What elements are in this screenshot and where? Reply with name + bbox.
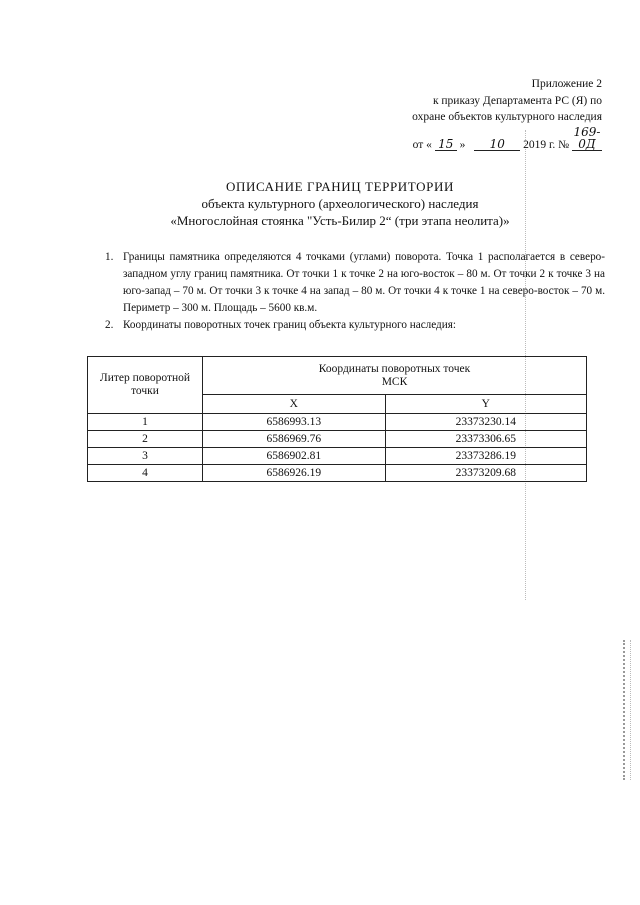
header-coordinates	[203, 357, 587, 395]
cell-point: 3	[88, 448, 203, 465]
date-quote: »	[459, 138, 466, 151]
cell-y: 23373209.68	[385, 465, 586, 482]
table-row	[88, 414, 587, 431]
cell-point: 1	[88, 414, 203, 431]
annex-date-line	[412, 126, 602, 154]
list-item-text: Координаты поворотных точек границ объекта культурного наследия:	[123, 319, 456, 331]
numbered-list	[105, 249, 605, 334]
title-object-type: объекта культурного (археологического) наследия	[201, 196, 479, 211]
handwritten-month: 10	[474, 138, 520, 151]
title-main: ОПИСАНИЕ ГРАНИЦ ТЕРРИТОРИИ	[226, 179, 454, 194]
cell-x: 6586969.76	[203, 431, 386, 448]
list-item-number: 2.	[105, 319, 114, 331]
document-title	[110, 178, 570, 229]
cell-point: 2	[88, 431, 203, 448]
cell-x: 6586993.13	[203, 414, 386, 431]
annex-department-line: охране объектов культурного наследия	[412, 111, 602, 123]
coordinates-table	[87, 356, 587, 482]
header-coordinates-system: МСК	[381, 375, 408, 388]
cell-x: 6586902.81	[203, 448, 386, 465]
handwritten-order-number: 169-0Д	[573, 124, 601, 151]
cell-y: 23373306.65	[385, 431, 586, 448]
cell-x: 6586926.19	[203, 465, 386, 482]
list-item-text: Границы памятника определяются 4 точками (углами) поворота. Точка 1 располагается в северо-западном углу границ памятника. От точки 1 к точке 2 на юго-восток – 80 м. От точки 2 к точке 3 на юго-запад – 70 м. От точки 3 к точке 4 на запад – 80 м. От точки 4 к точке 1 на северо-восток – 70 м. Периметр – 300 м. Площадь – 5600 кв.м.	[123, 251, 605, 314]
annex-title: Приложение 2	[531, 78, 602, 90]
cell-point: 4	[88, 465, 203, 482]
table-row	[88, 465, 587, 482]
list-item-number: 1.	[105, 251, 114, 263]
date-year: 2019 г. №	[523, 138, 570, 151]
header-liter: Литер поворотной точки	[88, 357, 203, 414]
header-x: X	[203, 395, 386, 414]
table-row	[88, 431, 587, 448]
list-item	[105, 249, 605, 317]
margin-stamp-mark	[623, 640, 631, 780]
list-item	[105, 317, 605, 334]
cell-y: 23373230.14	[385, 414, 586, 431]
title-object-name: «Многослойная стоянка "Усть-Билир 2“ (три этапа неолита)»	[170, 213, 510, 228]
date-prefix: от «	[412, 138, 432, 151]
header-y: Y	[385, 395, 586, 414]
header-coordinates-title: Координаты поворотных точек	[318, 362, 471, 375]
annex-order-line: к приказу Департамента РС (Я) по	[432, 94, 602, 107]
handwritten-day: 15	[435, 138, 457, 151]
cell-y: 23373286.19	[385, 448, 586, 465]
annex-block	[412, 76, 602, 153]
table-row	[88, 448, 587, 465]
